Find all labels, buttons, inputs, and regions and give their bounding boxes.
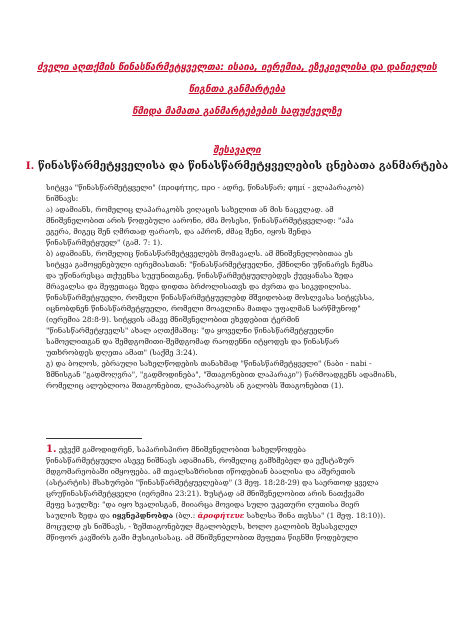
footnote-text: (ბლ.: — [173, 511, 198, 520]
body-line: ზმნისგან "გადმოღვრა", "გადმოდინება", "შთაგონებით ლაპარაკი") წარმოადგენს ადამიანს, — [46, 370, 397, 379]
footnote-line: მდგომარეობაში იმყოფება. ამ თვალსაზრისით იწოდებიან ბაალისა და აშერეთის — [46, 467, 356, 476]
footnote-line — [46, 444, 432, 455]
footnote-text: საულის ზედა და — [46, 511, 113, 520]
section-heading — [0, 160, 474, 172]
footnote-line: მწიფორ კავშირს გაში მუსიკისასაც. ამ მნიშვნელობით მეფეთა წიგნში წოდებული — [46, 533, 359, 542]
body-line: უთხრობდეს დღეთა ამათ" (საქმე 3:24). — [46, 348, 198, 357]
document-title-line-2: წიგნთა განმარტება — [188, 84, 286, 95]
body-line: ბ) ადამიანს, რომელიც წინასწარმეტყველებს მომავალს. ამ მნიშვნელობითაა ეს — [46, 249, 353, 258]
body-line: სიტყვა "წინასწარმეტყველი" (προφήτης, προ - ადრე, წინასწარ; φημί - ვლაპარაკობ) — [46, 183, 364, 192]
body-line: სამოელითგან და შემდგომითი-შემდგომად რაოდენნი იტყოდეს და წინასწარ — [46, 337, 340, 346]
body-line: წინასწარმეტყუელ" (გამ. 7: 1). — [46, 238, 163, 247]
body-line: წინასწარმეტყუელი, რომელი წინასწარმეტყუელებდ მშვიდობად მოსლვასა სიტყჳსსა, — [46, 293, 375, 302]
footnote-line: ცრუწინასწარმეტყველი (იერემია 23:21). ზუსტად ამ მნიშვნელობით არის ნათქვამი — [46, 489, 365, 498]
introduction-heading: შესავალი — [213, 145, 261, 156]
footnote-line: (ასტარტის) მსახურები "წინასწარმეტყუელებად" (3 მეფ. 18:28-29) და საერთოდ ყველა — [46, 478, 379, 487]
body-line: მნიშვნელობით არის წოდებული აარონი, ძმა მოსესი, წინასწარმეტყველად: "აჰა — [46, 216, 354, 225]
body-line: იცნობდნენ წინასწარმეტყუელი, რომელი მოავლინა მათდა უფალმან სარწმუნოდ" — [46, 304, 361, 313]
footnote-separator — [46, 438, 142, 439]
body-line: "წინასწარმეტყუელს" ახალ აღთქმაშიც: "და ყოველნი წინასწარმეტყუელნი — [46, 326, 334, 335]
footnote-line: წინასწარმეტყუელი ასევე ნიშნავს ადამიანს, რომელიც გამხმებელ და ექსტაზურ — [46, 456, 355, 465]
body-line: გ) და ბოლოს, ებრაული სახელწოდების თანახმად "წინასწარმეტყველი" (ნაბი - nabi - — [46, 359, 372, 368]
body-text — [46, 182, 432, 391]
section-title: წინასწარმეტყველისა და წინასწარმეტყველების ცნებათა განმარტება — [37, 160, 449, 172]
body-line: მრავალსა და მეფეთაცა ზედა დიდთა ბრძოლისათვს და ძვრთა და სიკვდილისა. — [46, 282, 352, 291]
body-line: რომელიც ალუბლიოა შთაგონებით, ლაპარაკობს ან გალობს შთაგონებით (1). — [46, 381, 344, 390]
footnote-text: ეჭვქმ გამოდიდრენ, საპარისპირო მნიშვნელობით სახელწოდება — [58, 445, 306, 454]
document-title-line-1: ძველი აღთქმის წინასწარმეტყველთა: ისაია, იერემია, ეზეკიელისა და დანიელის — [37, 62, 437, 73]
body-line: ნიშნავს: — [46, 194, 79, 203]
document-title-line-3: წმიდა მამათა განმარტებების საფუძველზე — [132, 106, 342, 117]
footnote-number: 1. — [46, 444, 57, 455]
footnote-line — [46, 510, 432, 521]
body-line: (იერემია 28:8-9). სიტყვის ამავე მნიშვნელობით ეხვდებით ტერმინ — [46, 315, 300, 324]
footnote-emphasis: იყვნეპდნობდა — [112, 511, 174, 520]
section-number: I. — [25, 160, 35, 172]
footnote-line: მეფე საულზე: "და იყო ხვალისგან, მიიარცა მოვიდა სული უკეთური ღუთისა მიერ — [46, 500, 360, 509]
footnote — [46, 444, 432, 543]
footnote-line: მოცულდ ეს ნიშნავს, - ზეშთაგონებულ მგალობელს, ხოლო გალობის შესასვლელ — [46, 522, 358, 531]
body-line: სიტყვა გამოყენებული იერემიასთან: "წინასწარმეტყუელნი, ქმნილნი უწინარეს ჩემსა — [46, 260, 373, 269]
body-line: ეგერა, მიგეც შენ ღმრთად ფარაოს, და აჰრონ, ძმაჲ შენი, იყოს შენდა — [46, 227, 312, 236]
footnote-greek-term: ᾰροφήτευε — [197, 511, 245, 520]
body-line: ა) ადამიანს, რომელიც ლაპარაკობს ვიღაცის სახელით ან მის ნაცვლად. ამ — [46, 205, 334, 214]
footnote-text: სახლსა შინა თვსსა" (1 მეფ. 18:10)). — [244, 511, 386, 520]
body-line: და უწინარესცა თქუენსა სუეუნითგანე, წინასწარმეტყუელებდეს ქუეყანასა ზედა — [46, 271, 354, 280]
